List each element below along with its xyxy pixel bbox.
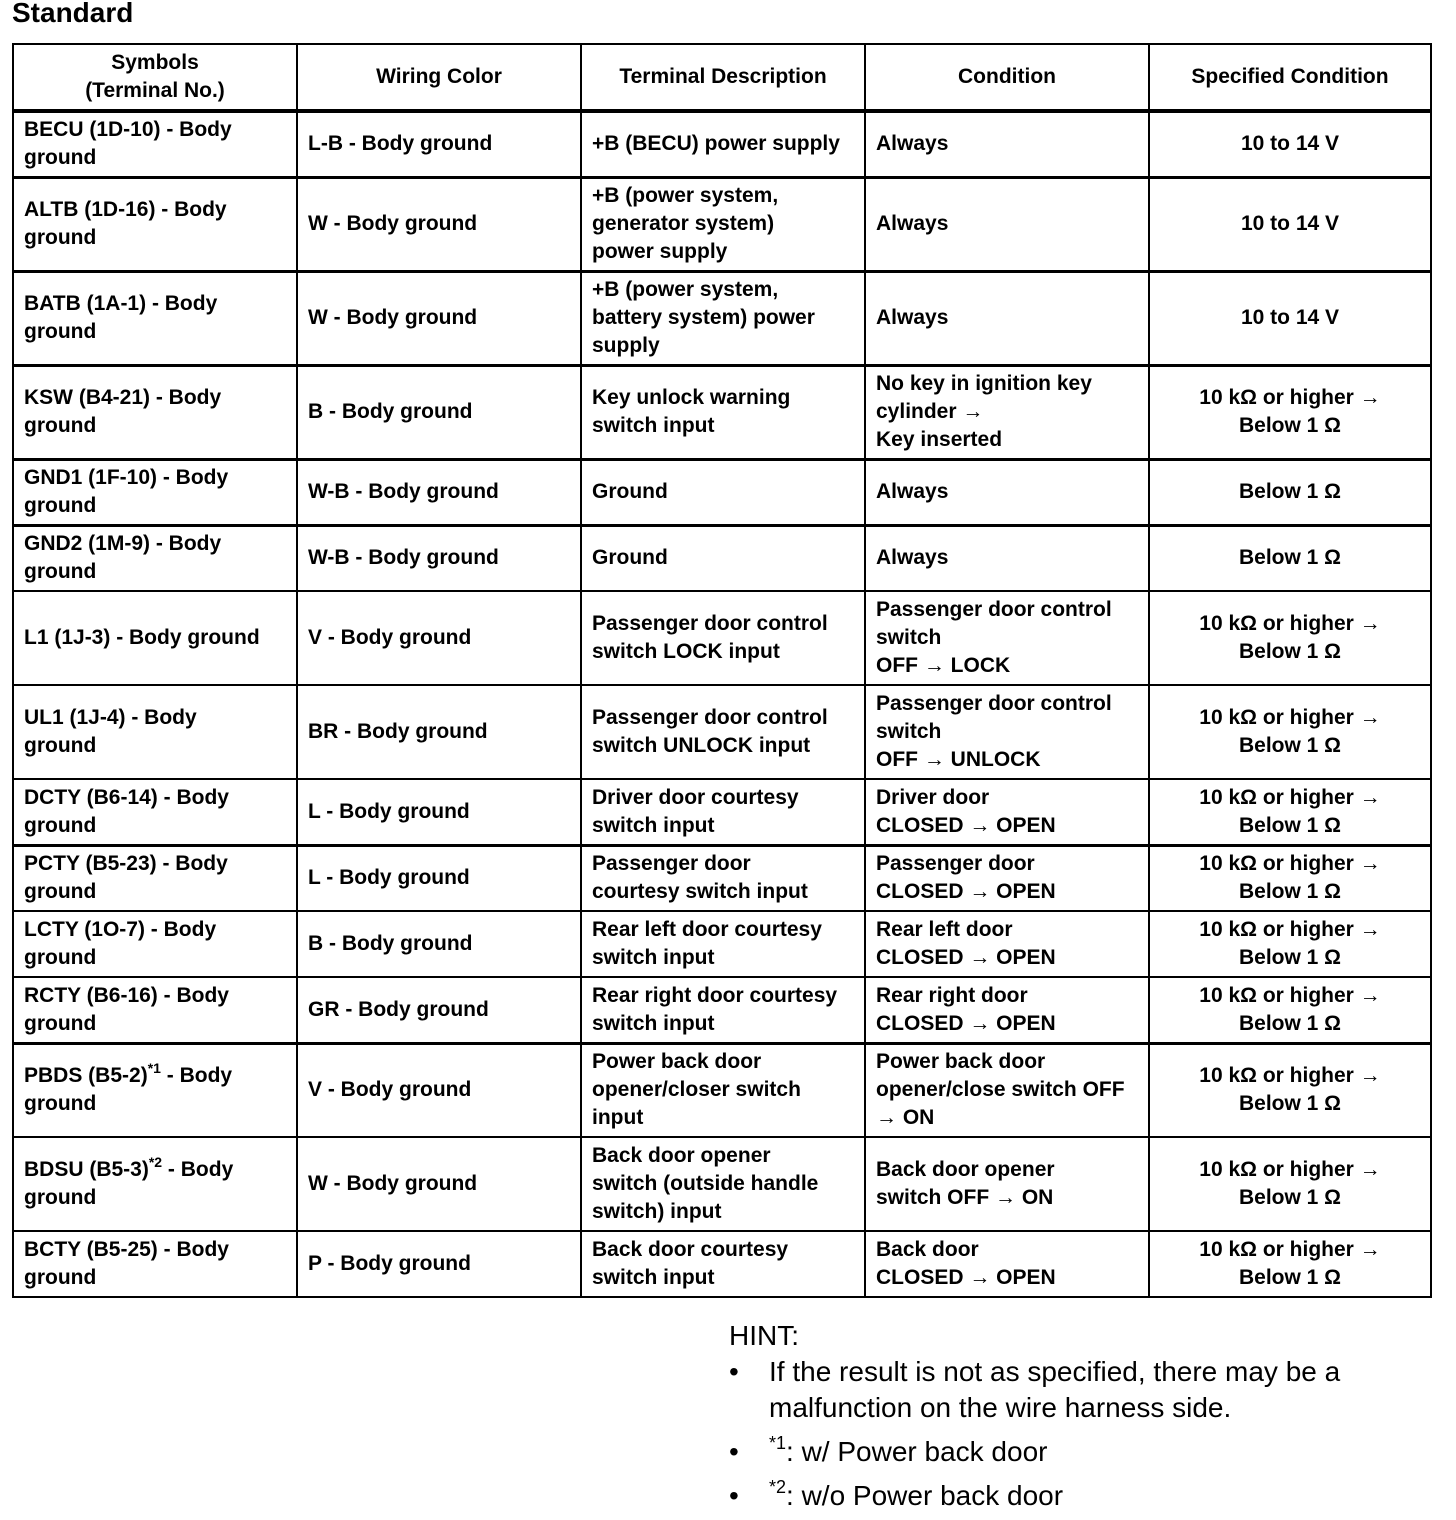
cell-specified-condition [1149,845,1431,911]
cell-terminal-description [581,459,865,525]
table-row [13,1231,1431,1297]
cell-condition-line: Passenger door control [876,598,1112,621]
cell-condition-line: Always [876,212,949,235]
cell-terminal-description-line: generator system) [592,212,775,235]
cell-symbol-line: GND1 (1F-10) - Body [24,466,229,489]
cell-symbol-line: ALTB (1D-16) - Body [24,198,227,221]
cell-terminal-description-line: +B (power system, [592,278,779,301]
bullet-icon: • [729,1480,739,1511]
cell-symbol [13,1137,297,1231]
cell-symbol [13,977,297,1043]
cell-symbol-line: ground [24,1266,97,1289]
cell-specified-condition-line: Below 1 Ω [1238,1092,1342,1116]
hint-item [729,1478,1429,1514]
cell-symbol [13,111,297,177]
bullet-icon: • [729,1436,739,1467]
cell-condition [865,459,1149,525]
cell-condition [865,271,1149,365]
hint-section [729,1318,1429,1514]
cell-specified-condition-line: 10 to 14 V [1240,306,1340,329]
cell-terminal-description-line: Key unlock warning [592,386,791,409]
bullet-icon: • [729,1356,739,1387]
cell-condition-line: switch [876,626,942,649]
cell-specified-condition-line: Below 1 Ω [1238,546,1342,570]
cell-condition-line: Passenger door control [876,692,1112,715]
cell-terminal-description-line: switch input [592,1011,715,1035]
cell-condition-line: Always [876,480,949,503]
cell-symbol [13,911,297,977]
cell-condition-line: opener/close switch OFF [876,1078,1125,1102]
cell-terminal-description [581,1231,865,1297]
table-row [13,591,1431,685]
cell-wiring-color: P - Body ground [297,1231,581,1297]
cell-terminal-description-line: opener/closer switch [592,1078,801,1102]
cell-symbol [13,271,297,365]
hint-list [729,1354,1429,1514]
cell-wiring-color: GR - Body ground [297,977,581,1043]
cell-specified-condition [1149,459,1431,525]
cell-symbol-line: PCTY (B5-23) - Body [24,852,228,876]
cell-specified-condition [1149,177,1431,271]
cell-symbol-line [24,1062,286,1090]
cell-terminal-description-line: switch input [592,1266,715,1289]
cell-terminal-description-line: Back door opener [592,1144,771,1167]
cell-terminal-description-line: switch) input [592,1200,722,1223]
table-row [13,459,1431,525]
header-symbols-line-1: Symbols [111,51,199,74]
cell-symbol-line: DCTY (B6-14) - Body [24,785,229,809]
cell-terminal-description-line: +B (power system, [592,184,779,207]
cell-condition [865,685,1149,779]
cell-specified-condition-line: Below 1 Ω [1238,414,1342,437]
footnote-marker: *2 [769,1477,787,1497]
cell-specified-condition-line: Below 1 Ω [1238,1266,1342,1289]
table-row [13,1043,1431,1137]
cell-condition-line: cylinder → [876,400,984,423]
cell-condition [865,1231,1149,1297]
cell-terminal-description [581,1137,865,1231]
cell-symbol [13,525,297,591]
cell-terminal-description-line: Passenger door control [592,706,828,729]
cell-condition-line: Key inserted [876,428,1003,451]
cell-symbol-line: ground [24,146,97,170]
hint-item [729,1354,1429,1426]
cell-specified-condition [1149,1231,1431,1297]
cell-condition-line: OFF → UNLOCK [876,748,1041,771]
cell-wiring-color: W - Body ground [297,177,581,271]
cell-condition-line: CLOSED → OPEN [876,1266,1056,1289]
cell-condition-line: Always [876,306,949,329]
cell-terminal-description-line: switch input [592,813,715,837]
table-row [13,911,1431,977]
cell-condition-line: Rear left door [876,918,1013,941]
cell-terminal-description-line: Passenger door control [592,612,828,635]
cell-terminal-description-line: Ground [592,480,668,503]
cell-terminal-description-line: supply [592,334,660,357]
cell-wiring-color: W - Body ground [297,1137,581,1231]
cell-symbol [13,177,297,271]
cell-symbol-line: BECU (1D-10) - Body [24,118,232,142]
cell-symbol-line: ground [24,494,97,517]
cell-condition-line: switch [876,720,942,743]
table-row [13,845,1431,911]
footnote-marker: *1 [147,1060,161,1077]
cell-condition-line: Passenger door [876,852,1035,876]
hint-title: HINT: [729,1320,799,1351]
cell-specified-condition [1149,111,1431,177]
cell-specified-condition-line: Below 1 Ω [1238,640,1342,663]
cell-specified-condition-line: 10 kΩ or higher → [1199,1158,1381,1181]
table-header-row [13,44,1431,111]
cell-wiring-color: B - Body ground [297,911,581,977]
cell-terminal-description-line: switch input [592,414,715,437]
cell-symbol-line: ground [24,813,97,837]
cell-symbol [13,779,297,845]
cell-specified-condition-line: Below 1 Ω [1238,1011,1342,1035]
footnote-marker: *1 [769,1433,787,1453]
cell-terminal-description-line: switch input [592,946,715,969]
cell-terminal-description [581,525,865,591]
cell-specified-condition [1149,525,1431,591]
cell-symbol-line: ground [24,414,97,437]
cell-condition-line: CLOSED → OPEN [876,813,1056,837]
hint-text: : w/o Power back door [786,1480,1064,1511]
cell-terminal-description [581,685,865,779]
cell-symbol-line: ground [24,734,97,757]
cell-terminal-description-line: Power back door [592,1050,762,1074]
cell-condition-line: Rear right door [876,983,1028,1007]
cell-terminal-description-line: Rear left door courtesy [592,918,822,941]
cell-condition-line: OFF → LOCK [876,654,1011,677]
cell-condition-line: CLOSED → OPEN [876,880,1056,904]
cell-symbol-line: RCTY (B6-16) - Body [24,983,229,1007]
cell-condition [865,591,1149,685]
table-row [13,525,1431,591]
cell-symbol-line: GND2 (1M-9) - Body [24,532,222,556]
cell-terminal-description-line: Back door courtesy [592,1238,789,1261]
cell-wiring-color: V - Body ground [297,591,581,685]
cell-symbol-line: ground [24,1186,97,1209]
cell-specified-condition-line: Below 1 Ω [1238,880,1342,904]
cell-condition-line: Power back door [876,1050,1046,1074]
cell-condition [865,845,1149,911]
header-symbols-line-2: (Terminal No.) [85,79,225,102]
cell-condition-line: switch OFF → ON [876,1186,1054,1209]
header-wiring-color: Wiring Color [297,44,581,111]
cell-wiring-color: L - Body ground [297,779,581,845]
cell-terminal-description [581,845,865,911]
cell-symbol-line: BATB (1A-1) - Body [24,292,218,315]
cell-terminal-description-line: Ground [592,546,668,570]
cell-terminal-description-line: Rear right door courtesy [592,983,838,1007]
hint-text: : w/ Power back door [786,1436,1048,1467]
cell-condition [865,1137,1149,1231]
cell-condition-line: Back door opener [876,1158,1055,1181]
hint-text: If the result is not as specified, there may be a malfunction on the wire harness side. [769,1356,1341,1423]
cell-symbol [13,1231,297,1297]
cell-specified-condition-line: 10 kΩ or higher → [1199,386,1381,409]
cell-symbol-line: ground [24,320,97,343]
cell-specified-condition [1149,591,1431,685]
cell-specified-condition-line: 10 to 14 V [1240,132,1340,156]
cell-symbol [13,459,297,525]
cell-wiring-color: L - Body ground [297,845,581,911]
cell-wiring-color: W-B - Body ground [297,459,581,525]
header-terminal-description: Terminal Description [581,44,865,111]
cell-condition-line: No key in ignition key [876,372,1092,395]
cell-specified-condition-line: 10 to 14 V [1240,212,1340,235]
cell-condition [865,177,1149,271]
table-row [13,365,1431,459]
cell-symbol [13,365,297,459]
cell-terminal-description-line: switch LOCK input [592,640,780,663]
cell-symbol [13,685,297,779]
cell-terminal-description [581,111,865,177]
page-title: Standard [12,0,134,28]
hint-item [729,1434,1429,1470]
cell-symbol-line: ground [24,880,97,904]
cell-specified-condition-line: 10 kΩ or higher → [1199,1238,1381,1261]
cell-specified-condition-line: Below 1 Ω [1238,946,1342,969]
cell-terminal-description-line: input [592,1106,644,1130]
cell-specified-condition-line: 10 kΩ or higher → [1199,706,1381,729]
cell-condition [865,365,1149,459]
cell-terminal-description [581,271,865,365]
table-row [13,685,1431,779]
table-row [13,977,1431,1043]
cell-condition-line: CLOSED → OPEN [876,946,1056,969]
cell-symbol-line: L1 (1J-3) - Body ground [24,626,260,649]
cell-specified-condition-line: 10 kΩ or higher → [1199,1064,1381,1088]
cell-terminal-description-line: Driver door courtesy [592,785,799,809]
cell-symbol [13,1043,297,1137]
cell-terminal-description [581,591,865,685]
header-specified-condition: Specified Condition [1149,44,1431,111]
cell-specified-condition [1149,1137,1431,1231]
cell-symbol [13,591,297,685]
cell-symbol-line: ground [24,946,97,969]
cell-symbol-line: BCTY (B5-25) - Body [24,1238,229,1261]
cell-condition [865,525,1149,591]
cell-wiring-color: L-B - Body ground [297,111,581,177]
cell-terminal-description [581,365,865,459]
symbol-terminal: PBDS (B5-2) [24,1064,148,1088]
cell-specified-condition-line: Below 1 Ω [1238,1186,1342,1209]
cell-specified-condition-line: 10 kΩ or higher → [1199,918,1381,941]
cell-terminal-description [581,177,865,271]
symbol-terminal: BDSU (B5-3) [24,1158,149,1181]
cell-terminal-description-line: switch (outside handle [592,1172,819,1195]
table-row [13,177,1431,271]
cell-condition-line: Driver door [876,785,990,809]
cell-symbol [13,845,297,911]
table-row [13,1137,1431,1231]
cell-terminal-description [581,779,865,845]
cell-condition-line: Always [876,132,949,156]
table-body [13,111,1431,1297]
cell-specified-condition [1149,271,1431,365]
cell-specified-condition [1149,685,1431,779]
cell-terminal-description-line: Passenger door [592,852,751,876]
cell-terminal-description [581,911,865,977]
cell-condition-line: Back door [876,1238,979,1261]
cell-terminal-description-line: battery system) power [592,306,815,329]
symbol-suffix: - Body [166,1064,233,1088]
cell-specified-condition [1149,365,1431,459]
cell-specified-condition-line: 10 kΩ or higher → [1199,785,1381,809]
cell-symbol-line: ground [24,226,97,249]
cell-terminal-description-line: courtesy switch input [592,880,808,904]
cell-condition [865,779,1149,845]
symbol-suffix: - Body [167,1158,234,1181]
cell-condition [865,111,1149,177]
cell-specified-condition-line: Below 1 Ω [1238,813,1342,837]
cell-specified-condition-line: Below 1 Ω [1238,734,1342,757]
cell-specified-condition-line: Below 1 Ω [1238,480,1342,503]
cell-specified-condition [1149,1043,1431,1137]
footnote-marker: *2 [148,1154,163,1170]
cell-specified-condition-line: 10 kΩ or higher → [1199,612,1381,635]
cell-symbol-line: KSW (B4-21) - Body [24,386,222,409]
cell-symbol-line: UL1 (1J-4) - Body [24,706,197,729]
cell-condition-line: Always [876,546,949,570]
cell-symbol-line: LCTY (1O-7) - Body [24,918,217,941]
cell-symbol-line: ground [24,1011,97,1035]
cell-wiring-color: V - Body ground [297,1043,581,1137]
cell-specified-condition [1149,911,1431,977]
cell-symbol-line: ground [24,560,97,584]
cell-terminal-description [581,1043,865,1137]
cell-wiring-color: W - Body ground [297,271,581,365]
cell-specified-condition [1149,977,1431,1043]
cell-wiring-color: W-B - Body ground [297,525,581,591]
cell-terminal-description-line: switch UNLOCK input [592,734,811,757]
cell-specified-condition [1149,779,1431,845]
table-row [13,271,1431,365]
cell-terminal-description-line: +B (BECU) power supply [592,132,840,156]
cell-wiring-color: B - Body ground [297,365,581,459]
cell-symbol-line: ground [24,1092,97,1116]
cell-wiring-color: BR - Body ground [297,685,581,779]
table-row [13,779,1431,845]
cell-condition-line: → ON [876,1106,935,1130]
table-row [13,111,1431,177]
inspection-table [12,43,1432,1298]
header-condition: Condition [865,44,1149,111]
header-symbols [13,44,297,111]
cell-specified-condition-line: 10 kΩ or higher → [1199,852,1381,876]
cell-condition-line: CLOSED → OPEN [876,1011,1056,1035]
cell-specified-condition-line: 10 kΩ or higher → [1199,983,1381,1007]
cell-terminal-description-line: power supply [592,240,728,263]
cell-terminal-description [581,977,865,1043]
cell-condition [865,911,1149,977]
cell-condition [865,1043,1149,1137]
cell-symbol-line [24,1156,286,1184]
cell-condition [865,977,1149,1043]
